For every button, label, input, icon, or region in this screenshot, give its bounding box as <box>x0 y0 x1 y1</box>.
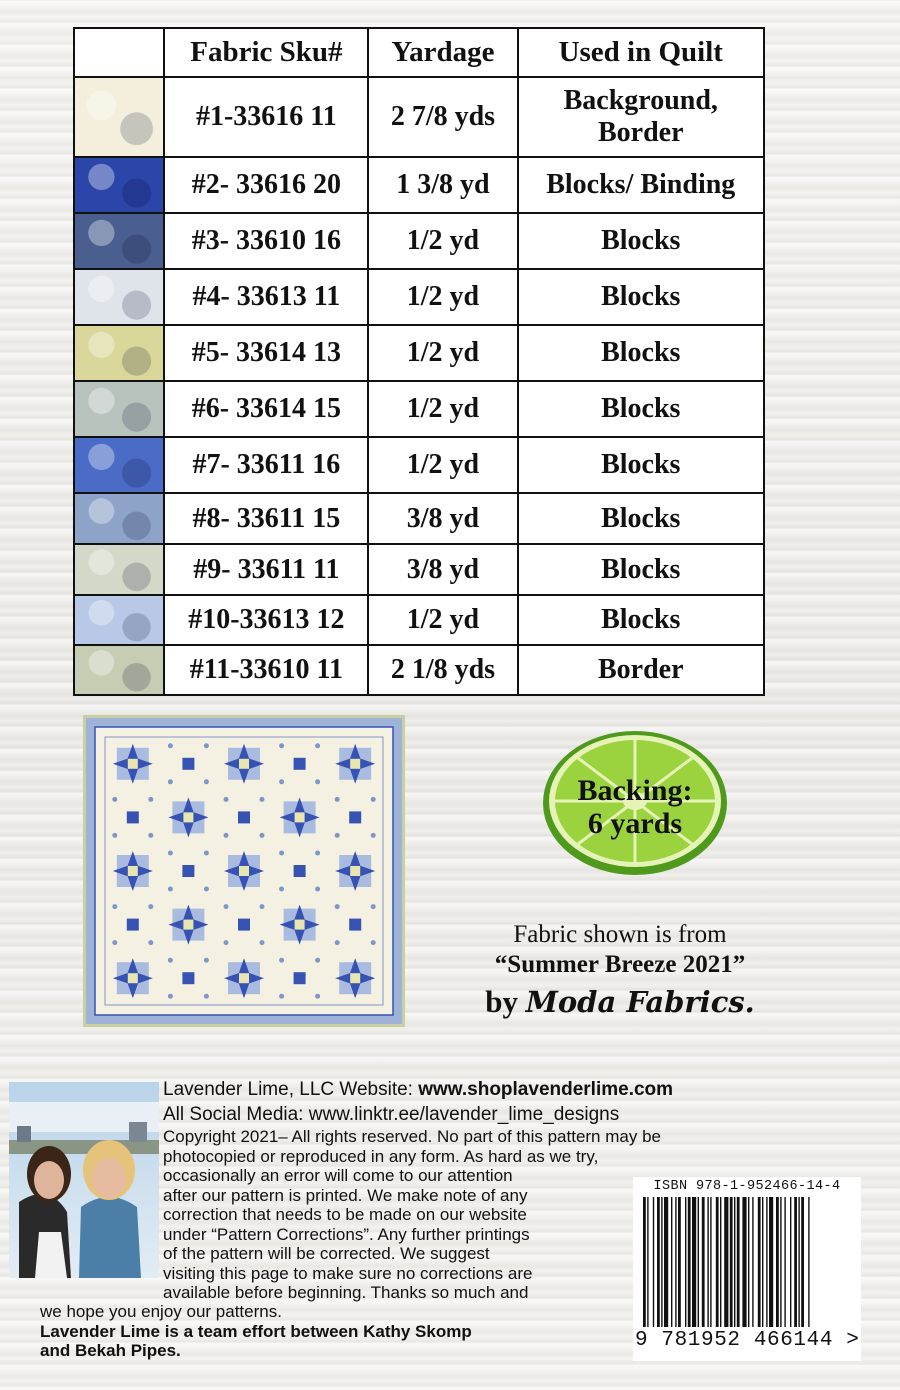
swatch-fill <box>75 438 163 492</box>
header-used-in-quilt: Used in Quilt <box>518 28 764 77</box>
table-row <box>74 77 764 157</box>
yardage-cell: 1/2 yd <box>368 381 517 437</box>
used-in-quilt-cell: Blocks <box>518 269 764 325</box>
fabric-brand-line <box>440 980 800 1024</box>
yardage-cell: 3/8 yd <box>368 493 517 544</box>
table-row <box>74 157 764 213</box>
swatch-fill <box>75 78 163 156</box>
sku-cell: #2- 33616 20 <box>164 157 368 213</box>
used-in-quilt-cell: Border <box>518 645 764 695</box>
website-label: Lavender Lime, LLC Website: <box>163 1079 419 1100</box>
header-yardage: Yardage <box>368 28 517 77</box>
yardage-cell: 2 7/8 yds <box>368 77 517 157</box>
copyright-line: after our pattern is printed. We make note of any <box>163 1185 528 1205</box>
fabric-swatch <box>74 544 164 595</box>
table-row <box>74 645 764 695</box>
yardage-cell: 1 3/8 yd <box>368 157 517 213</box>
swatch-fill <box>75 382 163 436</box>
sku-cell: #11-33610 11 <box>164 645 368 695</box>
backing-line1: Backing: <box>577 774 693 807</box>
fabric-swatch <box>74 157 164 213</box>
sku-cell: #1-33616 11 <box>164 77 368 157</box>
sku-cell: #9- 33611 11 <box>164 544 368 595</box>
isbn-digits: 9 781952 466144 > <box>635 1329 860 1352</box>
fabric-swatch <box>74 213 164 269</box>
fabric-swatch <box>74 325 164 381</box>
yardage-cell: 2 1/8 yds <box>368 645 517 695</box>
sku-cell: #7- 33611 16 <box>164 437 368 493</box>
yardage-cell: 1/2 yd <box>368 437 517 493</box>
sku-cell: #10-33613 12 <box>164 595 368 645</box>
used-in-quilt-cell: Blocks <box>518 595 764 645</box>
backing-line2: 6 yards <box>587 807 683 840</box>
table-row <box>74 437 764 493</box>
team-line-1: Lavender Lime is a team effort between Kathy Skomp <box>40 1321 472 1341</box>
fabric-requirements-table <box>73 27 765 696</box>
closing-line: we hope you enjoy our patterns. <box>40 1302 282 1321</box>
copyright-line: available before beginning. Thanks so much and <box>163 1283 529 1302</box>
company-info <box>163 1077 674 1303</box>
isbn-label: ISBN 978-1-952466-14-4 <box>653 1179 841 1194</box>
team-line-2: and Bekah Pipes. <box>40 1341 181 1360</box>
swatch-fill <box>75 326 163 380</box>
used-in-quilt-cell: Blocks/ Binding <box>518 157 764 213</box>
table-row <box>74 213 764 269</box>
copyright-line: photocopied or reproduced in any form. As hard as we try, <box>163 1146 599 1166</box>
closing-text <box>40 1302 640 1361</box>
fabric-swatch <box>74 645 164 695</box>
used-in-quilt-cell: Background, Border <box>518 77 764 157</box>
quilt-image <box>83 715 405 1027</box>
table-row <box>74 493 764 544</box>
copyright-line: under “Pattern Corrections”. Any further printings <box>163 1224 530 1244</box>
fabric-swatch <box>74 595 164 645</box>
swatch-fill <box>75 214 163 268</box>
yardage-cell: 1/2 yd <box>368 213 517 269</box>
sku-cell: #3- 33610 16 <box>164 213 368 269</box>
isbn-barcode-box <box>633 1177 861 1361</box>
table-row <box>74 269 764 325</box>
sku-cell: #6- 33614 15 <box>164 381 368 437</box>
used-in-quilt-cell: Blocks <box>518 544 764 595</box>
yardage-cell: 1/2 yd <box>368 595 517 645</box>
used-in-quilt-cell: Blocks <box>518 493 764 544</box>
fabric-swatch <box>74 381 164 437</box>
website-link[interactable]: www.shoplavenderlime.com <box>418 1079 674 1100</box>
copyright-line: of the pattern will be corrected. We suggest <box>163 1244 490 1263</box>
yardage-cell: 1/2 yd <box>368 269 517 325</box>
table-row <box>74 595 764 645</box>
used-in-quilt-cell: Blocks <box>518 381 764 437</box>
table-header-row <box>74 28 764 77</box>
barcode-image <box>641 1197 851 1329</box>
swatch-fill <box>75 158 163 212</box>
website-line <box>163 1077 674 1102</box>
sku-cell: #5- 33614 13 <box>164 325 368 381</box>
swatch-fill <box>75 494 163 543</box>
fabric-swatch <box>74 493 164 544</box>
fabric-swatch <box>74 437 164 493</box>
copyright-line: Copyright 2021– All rights reserved. No part of this pattern may be <box>163 1127 661 1146</box>
yardage-cell: 1/2 yd <box>368 325 517 381</box>
brand-name: Moda Fabrics. <box>525 985 755 1019</box>
header-swatch <box>74 28 164 77</box>
swatch-fill <box>75 596 163 644</box>
yardage-cell: 3/8 yd <box>368 544 517 595</box>
header-sku: Fabric Sku# <box>164 28 368 77</box>
designers-photo <box>9 1082 159 1278</box>
fabric-credit-line1: Fabric shown is from <box>513 921 727 948</box>
used-in-quilt-cell: Blocks <box>518 213 764 269</box>
fabric-swatch <box>74 77 164 157</box>
copyright-line: correction that needs to be made on our website <box>163 1205 527 1224</box>
social-media-line: All Social Media: www.linktr.ee/lavender_lime_designs <box>163 1104 620 1125</box>
swatch-fill <box>75 646 163 694</box>
table-row <box>74 381 764 437</box>
backing-label <box>542 774 728 840</box>
fabric-credit <box>440 920 800 1024</box>
table-row <box>74 544 764 595</box>
used-in-quilt-cell: Blocks <box>518 437 764 493</box>
by-text: by <box>485 984 526 1019</box>
used-in-quilt-cell: Blocks <box>518 325 764 381</box>
swatch-fill <box>75 270 163 324</box>
copyright-line: occasionally an error will come to our attention <box>163 1166 513 1185</box>
swatch-fill <box>75 545 163 594</box>
sku-cell: #8- 33611 15 <box>164 493 368 544</box>
sku-cell: #4- 33613 11 <box>164 269 368 325</box>
table-row <box>74 325 764 381</box>
copyright-text <box>163 1127 661 1303</box>
fabric-line-name: “Summer Breeze 2021” <box>494 951 746 978</box>
copyright-line: visiting this page to make sure no corrections are <box>163 1263 533 1283</box>
fabric-swatch <box>74 269 164 325</box>
